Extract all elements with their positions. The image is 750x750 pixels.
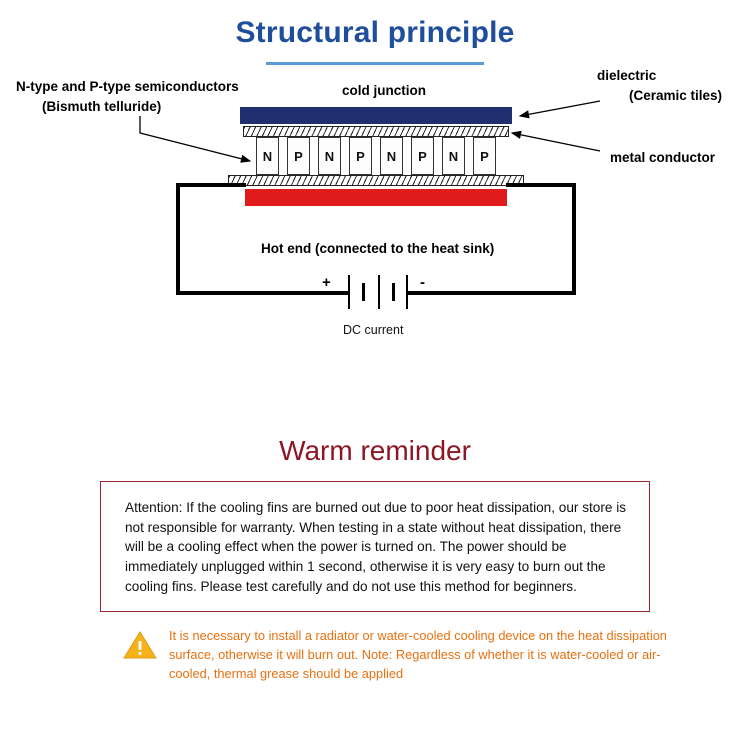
warning-triangle-icon xyxy=(123,630,157,665)
pellet: N xyxy=(380,137,403,175)
metal-conductor-strip-top xyxy=(243,126,509,137)
pellet: P xyxy=(349,137,372,175)
pellet: P xyxy=(473,137,496,175)
warranty-notice-box xyxy=(100,481,650,612)
label-semiconductors-line2: (Bismuth telluride) xyxy=(42,99,162,114)
circuit-wire-top-left xyxy=(176,183,246,187)
label-metal-conductor: metal conductor xyxy=(610,150,716,165)
warranty-notice-text: Attention: If the cooling fins are burned out due to poor heat dissipation, our store is not responsible for warranty. When testing in a state without heat dissipation, there will be a cooling effect when the power is turned on. The power should be immediately unplugged within 1 second, otherwise it is very easy to burn out the cooling fins. Please test carefully and do not use this method for beginners. xyxy=(125,500,627,594)
warm-reminder-title: Warm reminder xyxy=(279,435,471,466)
footer-warning-text: It is necessary to install a radiator or water-cooled cooling device on the heat dissipation surface, otherwise it will burn out. Note: Regardless of whether it is water-cooled or air-cooled, thermal grease should be applied xyxy=(169,627,667,681)
battery-plus-label: + xyxy=(322,274,331,291)
pellet: P xyxy=(287,137,310,175)
label-dielectric-line1: dielectric xyxy=(597,68,657,83)
cold-junction-bar xyxy=(240,107,512,124)
label-dc-current: DC current xyxy=(343,323,404,337)
label-semiconductors-line1: N-type and P-type semiconductors xyxy=(16,79,239,94)
circuit-wire-top-right xyxy=(506,183,576,187)
pellet: N xyxy=(318,137,341,175)
footer-warning xyxy=(65,626,685,684)
circuit-wire-bottom-left xyxy=(176,291,348,295)
battery-symbol xyxy=(340,271,420,311)
pellet: N xyxy=(256,137,279,175)
circuit-wire-left xyxy=(176,183,180,295)
page-header xyxy=(0,0,750,65)
label-hot-end: Hot end (connected to the heat sink) xyxy=(261,241,495,256)
title-underline xyxy=(266,62,484,65)
label-cold-junction: cold junction xyxy=(342,83,426,98)
metal-conductor-strip-bottom xyxy=(228,175,524,186)
label-dielectric-line2: (Ceramic tiles) xyxy=(629,88,723,103)
hot-end-bar xyxy=(245,189,507,206)
pellet: N xyxy=(442,137,465,175)
circuit-wire-bottom-right xyxy=(408,291,576,295)
pellet: P xyxy=(411,137,434,175)
page-title: Structural principle xyxy=(235,16,515,49)
semiconductor-pellet-row xyxy=(256,137,496,175)
circuit-wire-right xyxy=(572,183,576,295)
structural-diagram xyxy=(0,68,750,431)
battery-minus-label: - xyxy=(420,274,425,291)
